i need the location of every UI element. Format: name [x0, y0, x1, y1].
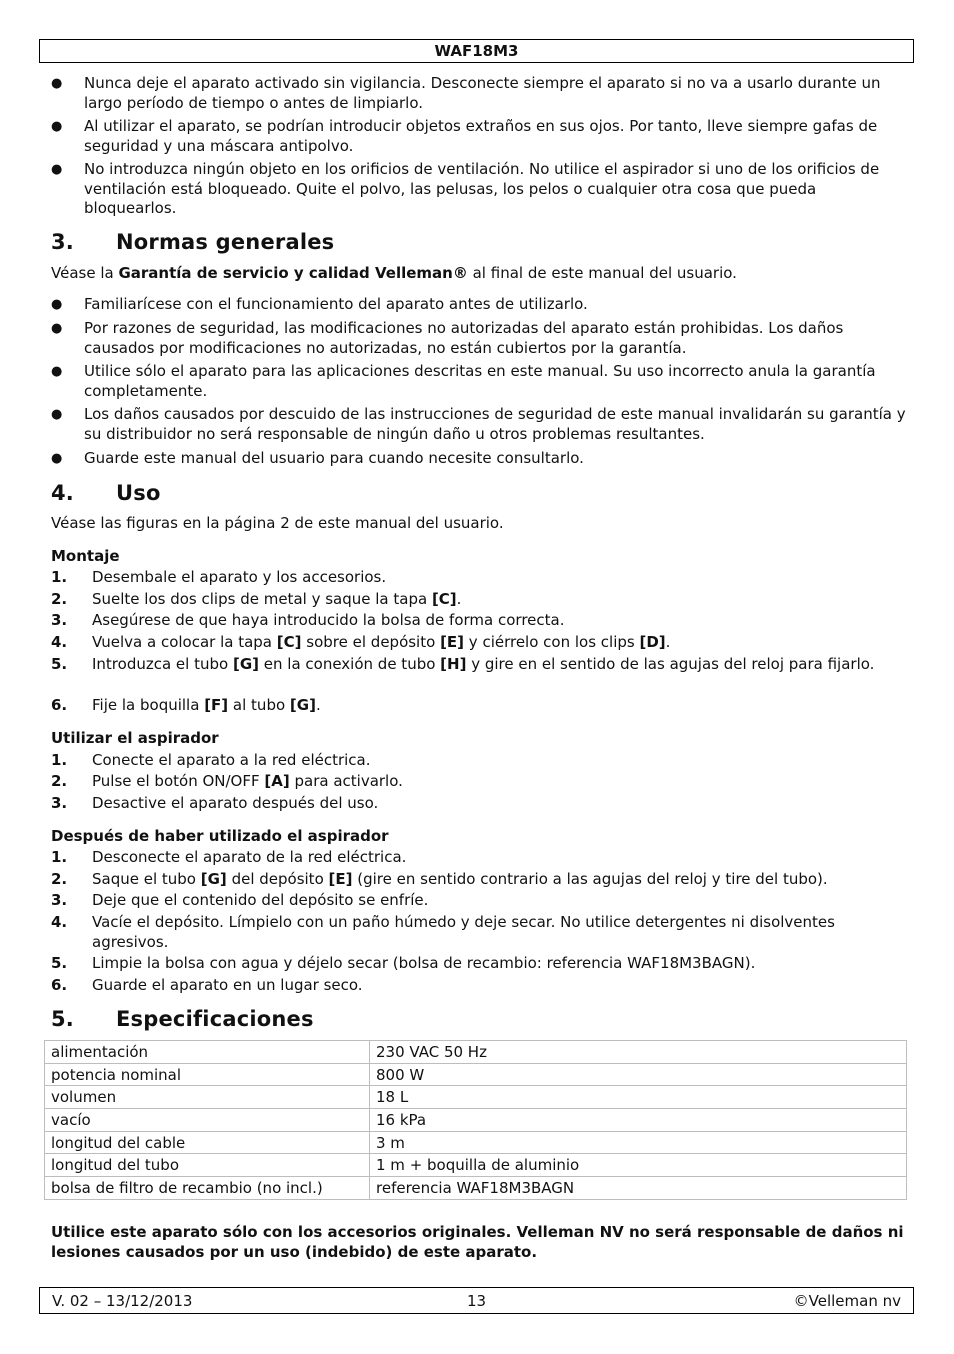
list-item — [51, 954, 911, 974]
step-text: Desactive el aparato después del uso. — [92, 794, 379, 812]
list-item — [51, 696, 911, 716]
bullet-icon: ● — [51, 76, 63, 91]
step-number: 6. — [51, 976, 68, 994]
footer-copyright: ©Velleman nv — [793, 1292, 901, 1310]
page-footer — [39, 1287, 914, 1314]
step-number: 5. — [51, 954, 68, 972]
step-text: Asegúrese de que haya introducido la bolsa de forma correcta. — [92, 611, 565, 629]
subheading: Montaje — [51, 547, 120, 565]
table-row: longitud del cable 3 m — [45, 1131, 907, 1154]
step-number: 4. — [51, 913, 68, 931]
page-header — [39, 39, 914, 63]
spec-table — [44, 1040, 907, 1200]
list-item: ● Utilice sólo el aparato para las aplicaciones descritas en este manual. Su uso incorrecto anula la garantía completamente. — [51, 362, 876, 400]
step-text: Vuelva a colocar la tapa [C] sobre el depósito [E] y ciérrelo con los clips [D]. — [92, 633, 671, 651]
list-item — [51, 976, 911, 996]
list-item — [51, 794, 911, 814]
list-item: ● Los daños causados por descuido de las instrucciones de seguridad de este manual invalidarán su garantía y su distribuidor no será responsable de ningún daño u otros problemas resultantes. — [51, 405, 906, 443]
subheading: Después de haber utilizado el aspirador — [51, 827, 389, 845]
list-item — [51, 891, 911, 911]
list-item — [51, 590, 911, 610]
bullet-icon: ● — [51, 119, 63, 134]
table-row: longitud del tubo 1 m + boquilla de aluminio — [45, 1154, 907, 1177]
step-text: Saque el tubo [G] del depósito [E] (gire en sentido contrario a las agujas del reloj y tire del tubo). — [92, 870, 828, 888]
list-item: ● Familiarícese con el funcionamiento del aparato antes de utilizarlo. — [51, 295, 588, 313]
warning-note: Utilice este aparato sólo con los accesorios originales. Velleman NV no será responsable de daños ni lesiones causados por un uso (indebido) de este aparato. — [51, 1223, 904, 1261]
step-number: 6. — [51, 696, 68, 714]
step-text: Deje que el contenido del depósito se enfríe. — [92, 891, 429, 909]
bullet-icon: ● — [51, 162, 63, 177]
step-text: Introduzca el tubo [G] en la conexión de tubo [H] y gire en el sentido de las agujas del reloj para fijarlo. — [92, 655, 875, 673]
subheading: Utilizar el aspirador — [51, 729, 219, 747]
header-title: WAF18M3 — [434, 42, 519, 60]
step-number: 2. — [51, 772, 68, 790]
step-text: Desembale el aparato y los accesorios. — [92, 568, 387, 586]
list-item — [51, 772, 911, 792]
list-item: ● Por razones de seguridad, las modificaciones no autorizadas del aparato están prohibidas. Los daños causados por modificaciones no autorizadas, no están cubiertos por la garantía. — [51, 319, 844, 357]
table-row: vacío 16 kPa — [45, 1109, 907, 1132]
step-number: 1. — [51, 848, 68, 866]
table-row: alimentación 230 VAC 50 Hz — [45, 1041, 907, 1064]
step-number: 1. — [51, 568, 68, 586]
bullet-icon: ● — [51, 451, 63, 466]
step-text: Fije la boquilla [F] al tubo [G]. — [92, 696, 321, 714]
step-text: Guarde el aparato en un lugar seco. — [92, 976, 363, 994]
table-row: volumen 18 L — [45, 1086, 907, 1109]
step-text: Suelte los dos clips de metal y saque la tapa [C]. — [92, 590, 462, 608]
step-text: Pulse el botón ON/OFF [A] para activarlo. — [92, 772, 403, 790]
list-item — [51, 870, 911, 890]
bullet-icon: ● — [51, 407, 63, 422]
step-number: 3. — [51, 891, 68, 909]
step-text: Limpie la bolsa con agua y déjelo secar (bolsa de recambio: referencia WAF18M3BAGN). — [92, 954, 756, 972]
list-item — [51, 655, 911, 675]
table-row: bolsa de filtro de recambio (no incl.) referencia WAF18M3BAGN — [45, 1177, 907, 1200]
list-item: ● Guarde este manual del usuario para cuando necesite consultarlo. — [51, 449, 584, 467]
bullet-icon: ● — [51, 364, 63, 379]
list-item — [51, 568, 911, 588]
list-item — [51, 633, 911, 653]
footer-version: V. 02 – 13/12/2013 — [52, 1292, 193, 1310]
step-number: 1. — [51, 751, 68, 769]
step-number: 5. — [51, 655, 68, 673]
step-number: 2. — [51, 870, 68, 888]
list-item: ● No introduzca ningún objeto en los orificios de ventilación. No utilice el aspirador si uno de los orificios de ventilación está bloqueado. Quite el polvo, las pelusas, los pelos o cualquier otra cosa que pueda bloquearlos. — [51, 160, 880, 217]
list-item: ● Nunca deje el aparato activado sin vigilancia. Desconecte siempre el aparato si no va a usarlo durante un largo período de tiempo o antes de limpiarlo. — [51, 74, 881, 112]
list-item — [51, 611, 911, 631]
section-intro: Véase las figuras en la página 2 de este manual del usuario. — [51, 514, 504, 532]
list-item — [51, 913, 911, 952]
list-item — [51, 751, 911, 771]
section-heading: 3. Normas generales — [51, 230, 335, 254]
section-heading: 4. Uso — [51, 481, 161, 505]
step-number: 3. — [51, 794, 68, 812]
step-text: Vacíe el depósito. Límpielo con un paño húmedo y deje secar. No utilice detergentes ni disolventes agresivos. — [92, 913, 835, 951]
list-item — [51, 848, 911, 868]
section-intro: Véase la Garantía de servicio y calidad Velleman® al final de este manual del usuario. — [51, 264, 737, 282]
step-number: 2. — [51, 590, 68, 608]
bullet-icon: ● — [51, 321, 63, 336]
section-heading: 5. Especificaciones — [51, 1007, 314, 1031]
table-row: potencia nominal 800 W — [45, 1063, 907, 1086]
step-number: 3. — [51, 611, 68, 629]
footer-page-number: 13 — [466, 1292, 487, 1310]
list-item: ● Al utilizar el aparato, se podrían introducir objetos extraños en sus ojos. Por tanto, lleve siempre gafas de seguridad y una máscara antipolvo. — [51, 117, 878, 155]
step-text: Conecte el aparato a la red eléctrica. — [92, 751, 371, 769]
bullet-icon: ● — [51, 297, 63, 312]
step-text: Desconecte el aparato de la red eléctrica. — [92, 848, 407, 866]
step-number: 4. — [51, 633, 68, 651]
